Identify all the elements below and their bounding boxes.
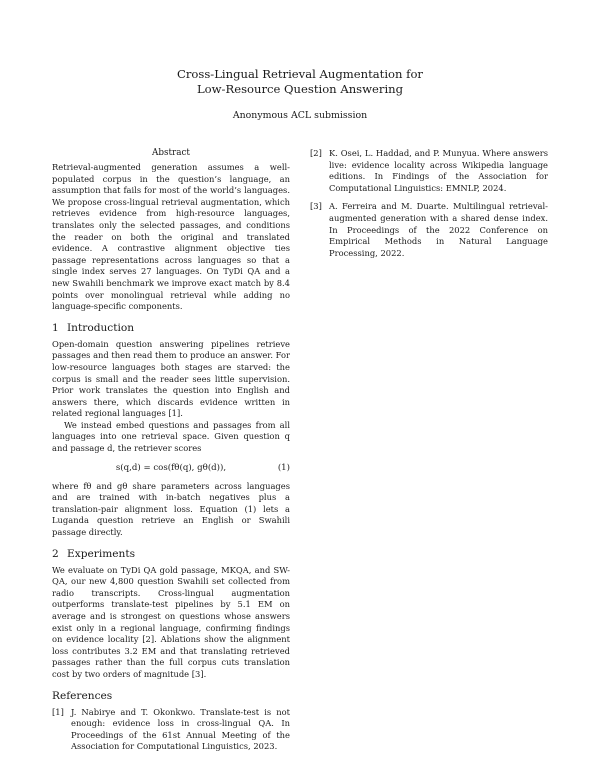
title-line-1: Cross-Lingual Retrieval Augmentation for <box>177 67 423 81</box>
author-line: Anonymous ACL submission <box>232 110 368 121</box>
references-heading: References <box>52 689 113 702</box>
section-title: Experiments <box>67 547 136 560</box>
section-number: 2 <box>52 547 59 560</box>
equation-1 <box>52 459 290 477</box>
left-column <box>52 148 290 760</box>
reference-item <box>310 201 548 259</box>
reference-text: K. Osei, L. Haddad, and P. Munyua. Where answers live: evidence locality across Wikipedia language editions. In Findings of the Association for Computational Linguistics: EMNLP, 2024. <box>329 148 548 193</box>
section-heading-experiments <box>52 548 290 561</box>
reference-item <box>310 148 548 194</box>
reference-list-left <box>52 707 290 753</box>
title-line-2: Low-Resource Question Answering <box>196 82 404 96</box>
reference-label: [1] <box>52 706 64 717</box>
reference-label: [2] <box>310 148 322 158</box>
intro-paragraph-2: We instead embed questions and passages from all languages into one retrieval space. Given question q and passage d, the retriever scores <box>52 419 290 454</box>
equation-number: (1) <box>277 462 290 473</box>
reference-item <box>52 707 290 753</box>
paper-title <box>0 67 600 97</box>
abstract-text: Retrieval-augmented generation assumes a well-populated corpus in the question’s language, an assumption that fails for most of the world’s languages. We propose cross-lingual retrieval augmentation, which retrieves evidence from high-resource languages, translates only the selected passages, and conditions the reader on both the original and translated evidence. A contrastive alignment objective ties passage representations across languages so that a single index serves 27 languages. On TyDi QA and a new Swahili benchmark we improve exact match by 8.4 points over monolingual retrieval while adding no language-specific components. <box>52 162 290 312</box>
reference-list-right <box>310 148 548 259</box>
reference-text: A. Ferreira and M. Duarte. Multilingual retrieval-augmented generation with a shared dense index. In Proceedings of the 2022 Conference on Empirical Methods in Natural Language Processing, 2022. <box>329 201 548 258</box>
equation-expression: s(q,d) = cos(fθ(q), gθ(d)), <box>115 462 227 473</box>
intro-paragraph-1: Open-domain question answering pipelines retrieve passages and then read them to produce an answer. For low-resource languages both stages are starved: the corpus is small and the reader sees little supervision. Prior work translates the question into English and answers there, which discards evidence written in related regional languages [1]. <box>52 338 291 419</box>
reference-text: J. Nabirye and T. Okonkwo. Translate-test is not enough: evidence loss in cross-lingual QA. In Proceedings of the 61st Annual Meeting of the Association for Computational Linguistics, 2023. <box>71 706 290 752</box>
right-column <box>310 148 548 266</box>
experiments-paragraph-1: We evaluate on TyDi QA gold passage, MKQA, and SW-QA, our new 4,800 question Swahili set collected from radio transcripts. Cross-lingual augmentation outperforms translate-test pipelines by 5.1 EM on average and is strongest on questions whose answers exist only in a regional language, confirming findings on evidence locality [2]. Ablations show the alignment loss contributes 3.2 EM and that translating retrieved passages rather than the full corpus cuts translation cost by two orders of magnitude [3]. <box>52 564 290 679</box>
section-number: 1 <box>52 321 59 334</box>
intro-paragraph-3: where fθ and gθ share parameters across languages and are trained with in-batch negatives plus a translation-pair alignment loss. Equation (1) lets a Luganda question retrieve an English or Swahili passage directly. <box>52 480 290 538</box>
section-heading-introduction <box>52 322 290 335</box>
section-title: Introduction <box>67 321 135 334</box>
abstract-heading: Abstract <box>152 148 190 158</box>
reference-label: [3] <box>310 201 322 212</box>
